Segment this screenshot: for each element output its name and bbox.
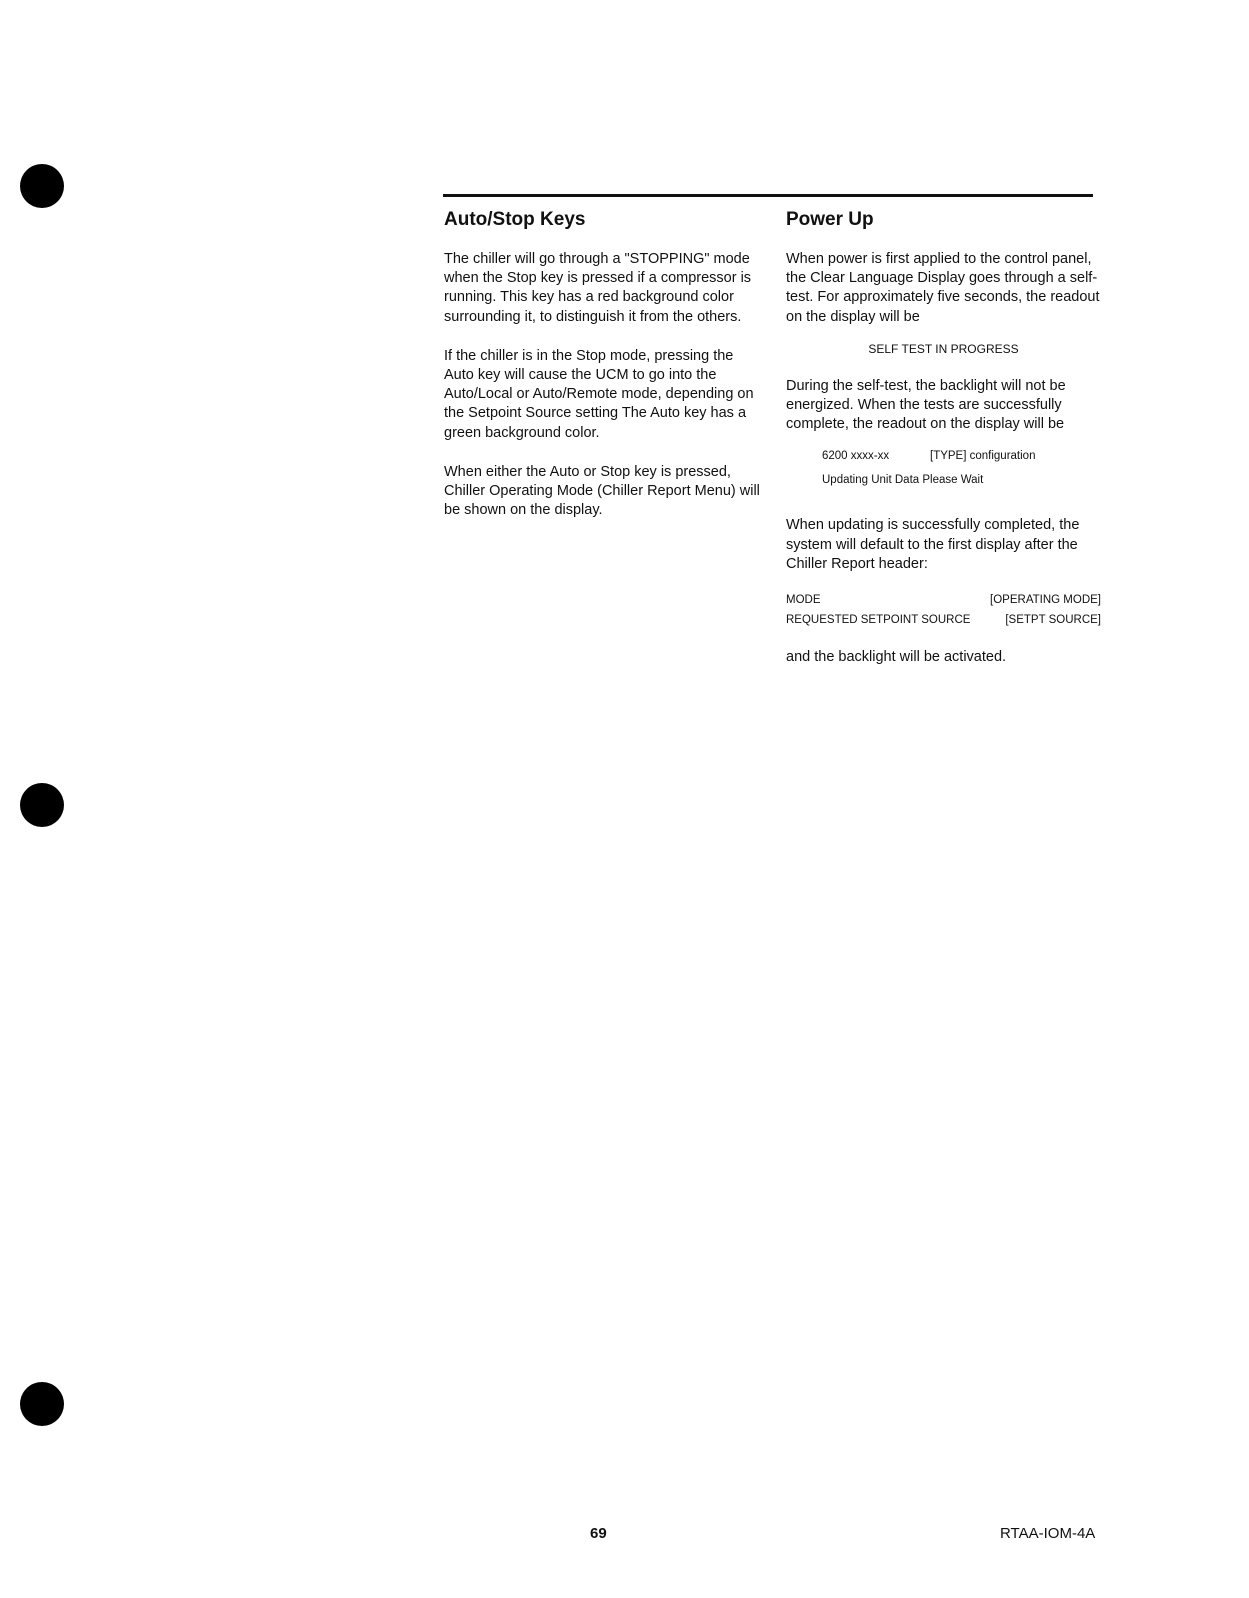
paragraph: If the chiller is in the Stop mode, pressing the Auto key will cause the UCM to go into the Auto/Local or Auto/Remote mode, depending on the Setpoint Source setting The Auto key has a green background color. [444,347,754,441]
paragraph: When power is first applied to the control panel, the Clear Language Display goes through a self-test. For approximately five seconds, the readout on the display will be [786,251,1100,325]
readout-line [786,614,1101,634]
paragraph: and the backlight will be activated. [786,649,1007,666]
readout-label: REQUESTED SETPOINT SOURCE [786,614,971,627]
readout-model: 6200 xxxx-xx [822,450,890,463]
display-readout-mode [786,594,1101,634]
readout-line [822,474,1101,498]
readout-line [822,450,1101,474]
binder-hole-top [20,164,64,208]
section-heading-power-up: Power Up [786,209,874,230]
paragraph: The chiller will go through a "STOPPING" mode when the Stop key is pressed if a compressor is running. This key has a red background color surrounding it, to distinguish it from the others. [444,251,752,325]
readout-status: Updating Unit Data Please Wait [822,474,984,487]
readout-label: MODE [786,594,821,607]
paragraph: During the self-test, the backlight will not be energized. When the tests are successfully complete, the readout on the display will be [786,377,1066,433]
paragraph: When updating is successfully completed, the system will default to the first display after the Chiller Report header: [786,517,1080,572]
readout-type: [TYPE] configuration [930,450,1036,463]
display-readout-config [822,450,1101,498]
right-column [786,208,1101,687]
binder-hole-middle [20,783,64,827]
readout-line [786,594,1101,614]
paragraph: When either the Auto or Stop key is pressed, Chiller Operating Mode (Chiller Report Menu) will be shown on the display. [444,463,760,519]
document-id: RTAA-IOM-4A [1000,1525,1096,1542]
page-number: 69 [590,1525,607,1542]
left-column [444,208,764,540]
readout-value: [SETPT SOURCE] [1005,614,1101,627]
header-rule [443,194,1093,197]
section-heading-auto-stop: Auto/Stop Keys [444,209,586,230]
readout-value: [OPERATING MODE] [990,594,1101,607]
binder-hole-bottom [20,1382,64,1426]
display-readout-self-test: SELF TEST IN PROGRESS [868,341,1019,356]
